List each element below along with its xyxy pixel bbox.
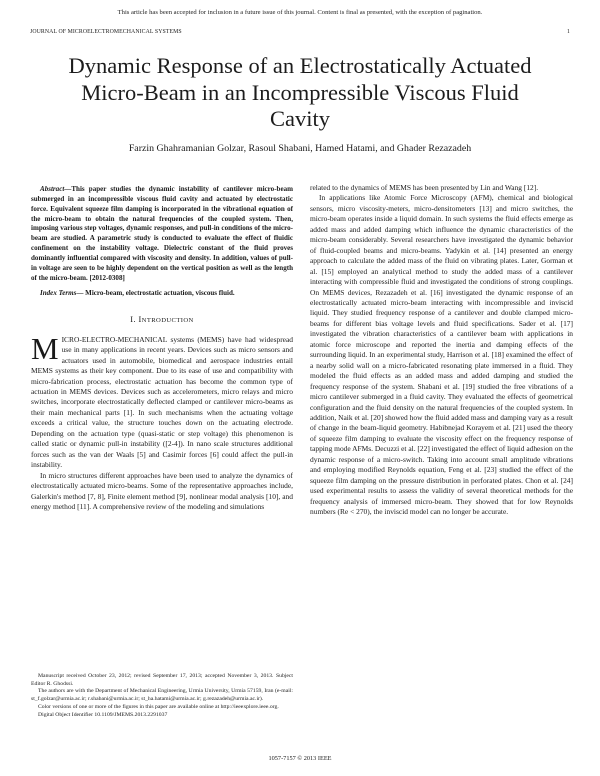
intro-text: systems (MEMS) have had widespread use in many applications in recent years. Devices such as micro sensors and actuators used in automobile, biomedical and aerospace industries entail MEMS systems as their key component. Due to its ease of use and compatibility with micro-fabrication process, electrostatic actuation has become the common type of actuation in MEMS devices. Devices such as accelerometers, micro relays and micro switches, incorporate electrostatically deflected clamped or cantilever micro-beams as their main mechanical parts [1]. In such mechanisms when the actuating voltage exceeds a critical value, the structure touches down on the actuating electrode. Depending on the actuation type (quasi-static or step voltage) this phenomenon is called static or dynamic pull-in instability ([2-4]). In nano scale structures additional forces such as the van der Waals [5] and Casimir forces [6] could affect the pull-in instability. — [31, 334, 294, 470]
right-column — [310, 183, 573, 518]
left-column — [31, 185, 293, 512]
acceptance-notice: This article has been accepted for inclusion in a future issue of this journal. Content is final as presented, with the exception of pagination. — [117, 9, 483, 16]
running-header — [30, 29, 570, 35]
footnote-doi: Digital Object Identifier 10.1109/JMEMS.2013.2291037 — [38, 711, 168, 718]
paper-title: Dynamic Response of an Electrostatically Actuated Micro-Beam in an Incompressible Viscous Fluid Cavity — [68, 53, 532, 131]
index-terms: Index Terms— Micro-beam, electrostatic actuation, viscous fluid. — [40, 289, 235, 298]
abstract-label: Abstract — [40, 185, 65, 193]
right-paragraph-1: In applications like Atomic Force Microscopy (AFM), chemical and biological sensors, micro viscosity-meters, micro-densitometers [13] and micro switches, the micro-beam operates inside a liquid domain. In such systems the fluid effects emerge as added mass and added damping which influence the dynamic characteristics of the micro-beam considerably. Several researchers have investigated the dynamic behavior of fluid-coupled beams and micro-beams. Yadykin et al. [14] presented an energy approach to calculate the added mass of the fluid on vibrating plates. Later, Gorman et al. [15] employed an analytical method to study the added mass of a cantilever interacting with compressible fluid and investigated the conditions of strong couplings. On MEMS devices, Rezazadeh et al. [16] investigated the dynamic response of an electrostatically actuated micro-beam interacting with incompressible and inviscid liquid. They studied frequency response of a cantilever and double clamped micro-beams for different bias voltage levels and fluid specifications. Sader et al. [17] investigated the vibration characteristics of a cantilever beam with applications in atomic force microscope and reported the inertia and damping effects of the surrounding liquid. In an experimental study, Harrison et al. [18] examined the effect of a nearby solid wall on a micro-fabricated resonating plate immersed in a fluid. They modeled the fluid effects as an added mass and added damping and studied the frequency response of the system. Shabani et al. [19] studied the free vibrations of a micro cantilever submerged in a fluid cavity. They evaluated the effects of geometrical configuration and the fluid density on the natural frequencies of the coupled system. In addition, Naik et al. [20] showed how the fluid added mass and damping vary as a result of change in the beam-liquid geometry. Habibnejad Korayem et al. [21] used the theory of squeeze film damping to evaluate the viscosity effect on the frequency response of tapping mode AFMs. Decuzzi et al. [22] investigated the effect of liquid adhesion on the dynamic response of a micro-switch. Taking into account small amplitude vibrations and employing modified Reynolds equation, Feng et al. [23] studied the effect of the squeeze film damping on the pressure distribution in perforated plates. Chon et al. [24] used experimental results to assess the validity of several theoretical methods for the frequency analysis of immersed micro-beam. They showed that for low Reynolds numbers (Re < 270), the inviscid model can no longer be accurate. — [310, 193, 573, 517]
intro-caps: ICRO-ELECTRO-MECHANICAL — [61, 334, 168, 344]
abstract-code: [2012-0308] — [89, 273, 125, 282]
index-terms-label: Index Terms — [40, 289, 77, 298]
journal-name: JOURNAL OF MICROELECTROMECHANICAL SYSTEMS — [30, 29, 182, 35]
footnote-received: Manuscript received October 23, 2012; revised September 17, 2013; accepted November 3, 2013. Subject Editor R. Ghodssi. — [31, 673, 293, 687]
index-terms-text: Micro-beam, electrostatic actuation, viscous fluid. — [85, 289, 235, 298]
footnote-color: Color versions of one or more of the figures in this paper are available online at http://ieeexplore.ieee.org. — [38, 703, 279, 710]
section-heading: I. INTRODUCTION — [130, 315, 194, 325]
intro-paragraph-2: In micro structures different approaches have been used to analyze the dynamics of electrostatically actuated micro-beams. Some of the representative approaches include, Galerkin's method [7, 8], Finite element method [9], nonlinear modal analysis [10], and energy method [11]. A comprehensive review of the modeling and simulations — [31, 470, 293, 511]
intro-paragraph-1 — [31, 330, 294, 471]
footnotes — [31, 673, 293, 719]
drop-cap: M — [31, 330, 59, 366]
abstract: Abstract—This paper studies the dynamic instability of cantilever micro-beam submerged in an incompressible viscous fluid cavity and actuated by electrostatic force. Equivalent squeeze film damping is incorporated in the vibrational equation of the micro-beam to obtain the natural frequencies of the coupled system. Then, imposing various step voltages, dynamic responses, and pull-in conditions of the micro-beam are studied. A parametric study is conducted to evaluate the effect of fluidic confinement on the instability voltage. Dielectric constant of the fluid proves dominantly influential compared with viscosity and density. In addition, values of pull-in voltage are seen to be highly dependent on the vertical position as well as the length of the micro-beam. [2012-0308] — [31, 185, 293, 282]
footnote-affiliation: The authors are with the Department of Mechanical Engineering, Urmia University, Urmia 57159, Iran (e-mail: st_f.golzar@urmia.ac.ir; r.shabani@urmia.ac.ir; st_ha.hatami@urmia.ac.ir; g.rezazadeh@urmia.ac.ir). — [31, 688, 293, 703]
paper-authors: Farzin Ghahramanian Golzar, Rasoul Shabani, Hamed Hatami, and Ghader Rezazadeh — [128, 143, 472, 154]
right-paragraph-0: related to the dynamics of MEMS has been presented by Lin and Wang [12]. — [310, 183, 539, 192]
abstract-text: This paper studies the dynamic instability of cantilever micro-beam submerged in an incompressible viscous fluid cavity and actuated by electrostatic force. Equivalent squeeze film damping is incorporated in the vibrational equation of the micro-beam to obtain the natural frequencies of the coupled system. Then, imposing various step voltages, dynamic responses, and pull-in conditions of the micro-beam are studied. A parametric study is conducted to evaluate the effect of fluidic confinement on the instability voltage. Dielectric constant of the fluid proves dominantly influential compared with viscosity and density. In addition, values of pull-in voltage are seen to be highly dependent on the vertical position as well as the length of the micro-beam. — [31, 185, 293, 282]
page-number: 1 — [567, 29, 570, 35]
copyright: 1057-7157 © 2013 IEEE — [268, 755, 332, 762]
